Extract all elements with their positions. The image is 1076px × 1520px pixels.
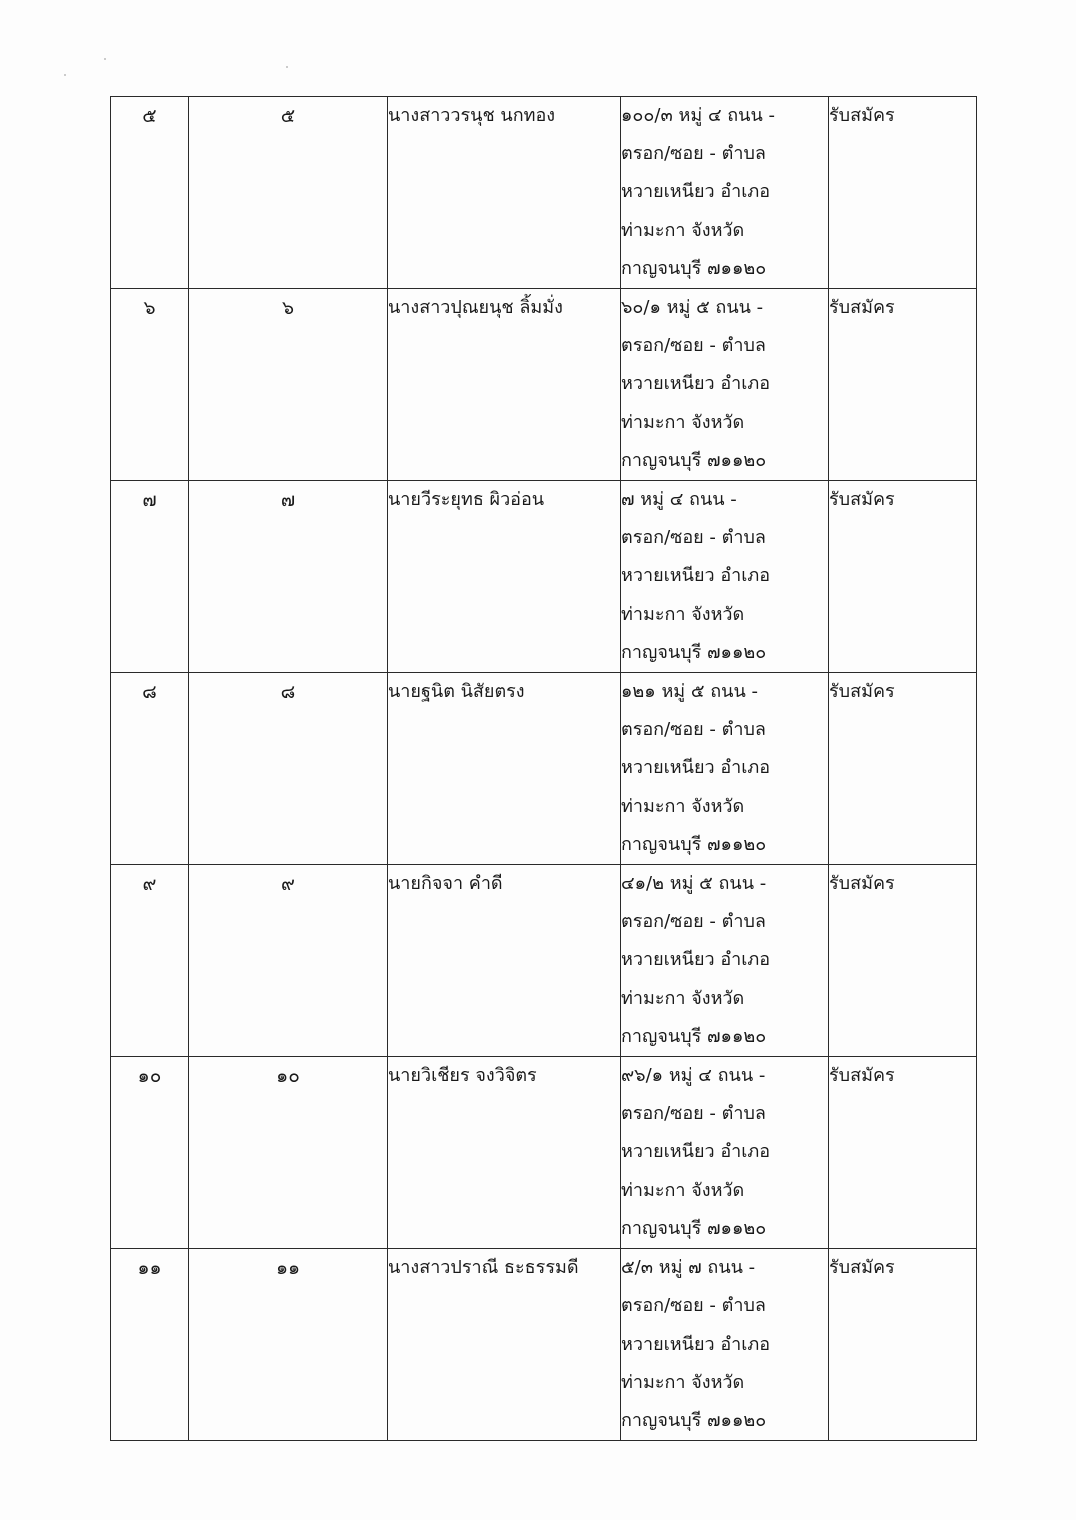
applicant-name: นายกิจจา คำดี (388, 865, 621, 1057)
applicant-name: นางสาวปราณี ธะธรรมดี (388, 1249, 621, 1441)
address-line: ๑๐๐/๓ หมู่ ๔ ถนน - (621, 105, 776, 126)
row-number: ๗ (111, 481, 189, 673)
address-line: ๖๐/๑ หมู่ ๕ ถนน - (621, 297, 764, 319)
address-line: ตรอก/ซอย - ตำบล (621, 911, 766, 933)
application-status: รับสมัคร (829, 865, 977, 1057)
address-line: กาญจนบุรี ๗๑๑๒๐ (621, 641, 767, 663)
row-number: ๖ (111, 289, 189, 481)
address-line: หวายเหนียว อำเภอ (621, 181, 771, 203)
address-line: หวายเหนียว อำเภอ (621, 565, 771, 587)
scan-speck (286, 66, 288, 68)
address-line: ๙๖/๑ หมู่ ๔ ถนน - (621, 1065, 766, 1087)
applicant-address (621, 1057, 829, 1249)
applicant-name: นางสาวปุณยนุช ลิ้มมั่ง (388, 289, 621, 481)
table-row (111, 1057, 977, 1249)
address-line: กาญจนบุรี ๗๑๑๒๐ (621, 833, 767, 855)
address-line: ท่ามะกา จังหวัด (621, 795, 745, 817)
application-status: รับสมัคร (829, 1057, 977, 1249)
address-line: หวายเหนียว อำเภอ (621, 1141, 771, 1163)
applicant-sequence: ๕ (189, 97, 388, 289)
applicant-sequence: ๑๑ (189, 1249, 388, 1441)
address-line: ๗ หมู่ ๔ ถนน - (621, 489, 737, 511)
address-line: ท่ามะกา จังหวัด (621, 987, 745, 1009)
address-line: กาญจนบุรี ๗๑๑๒๐ (621, 257, 767, 279)
address-line: หวายเหนียว อำเภอ (621, 757, 771, 779)
address-line: ตรอก/ซอย - ตำบล (621, 335, 766, 357)
scan-speck (104, 58, 106, 60)
address-line: ตรอก/ซอย - ตำบล (621, 143, 766, 165)
applicant-name: นายวิเชียร จงวิจิตร (388, 1057, 621, 1249)
address-line: ตรอก/ซอย - ตำบล (621, 719, 766, 741)
row-number: ๘ (111, 673, 189, 865)
address-line: กาญจนบุรี ๗๑๑๒๐ (621, 1409, 767, 1431)
application-status: รับสมัคร (829, 289, 977, 481)
applicant-name: นายฐนิต นิสัยตรง (388, 673, 621, 865)
application-status: รับสมัคร (829, 1249, 977, 1441)
row-number: ๕ (111, 97, 189, 289)
address-line: ท่ามะกา จังหวัด (621, 1179, 745, 1201)
table-row (111, 289, 977, 481)
table-row (111, 1249, 977, 1441)
applicant-table (110, 96, 977, 1441)
applicant-sequence: ๗ (189, 481, 388, 673)
applicant-address (621, 673, 829, 865)
address-line: หวายเหนียว อำเภอ (621, 949, 771, 971)
application-status: รับสมัคร (829, 481, 977, 673)
address-line: หวายเหนียว อำเภอ (621, 1333, 771, 1355)
application-status: รับสมัคร (829, 673, 977, 865)
address-line: ท่ามะกา จังหวัด (621, 603, 745, 625)
table-row (111, 97, 977, 289)
address-line: กาญจนบุรี ๗๑๑๒๐ (621, 449, 767, 471)
address-line: กาญจนบุรี ๗๑๑๒๐ (621, 1025, 767, 1047)
row-number: ๙ (111, 865, 189, 1057)
application-status: รับสมัคร (829, 97, 977, 289)
address-line: ท่ามะกา จังหวัด (621, 411, 745, 433)
table-row (111, 481, 977, 673)
address-line: ๔๑/๒ หมู่ ๕ ถนน - (621, 873, 767, 895)
applicant-address (621, 1249, 829, 1441)
address-line: ตรอก/ซอย - ตำบล (621, 1103, 766, 1125)
address-line: ๑๒๑ หมู่ ๕ ถนน - (621, 681, 758, 703)
address-line: ๕/๓ หมู่ ๗ ถนน - (621, 1257, 756, 1279)
address-line: กาญจนบุรี ๗๑๑๒๐ (621, 1217, 767, 1239)
applicant-address (621, 97, 829, 289)
applicant-address (621, 865, 829, 1057)
table-row (111, 673, 977, 865)
row-number: ๑๑ (111, 1249, 189, 1441)
applicant-address (621, 481, 829, 673)
applicant-sequence: ๙ (189, 865, 388, 1057)
applicant-sequence: ๖ (189, 289, 388, 481)
address-line: หวายเหนียว อำเภอ (621, 373, 771, 395)
applicant-name: นายวีระยุทธ ผิวอ่อน (388, 481, 621, 673)
table-row (111, 865, 977, 1057)
applicant-sequence: ๑๐ (189, 1057, 388, 1249)
applicant-sequence: ๘ (189, 673, 388, 865)
address-line: ท่ามะกา จังหวัด (621, 219, 745, 241)
address-line: ตรอก/ซอย - ตำบล (621, 1295, 766, 1317)
row-number: ๑๐ (111, 1057, 189, 1249)
address-line: ตรอก/ซอย - ตำบล (621, 527, 766, 549)
address-line: ท่ามะกา จังหวัด (621, 1371, 745, 1393)
scan-speck (64, 74, 66, 76)
applicant-address (621, 289, 829, 481)
applicant-name: นางสาววรนุช นกทอง (388, 97, 621, 289)
